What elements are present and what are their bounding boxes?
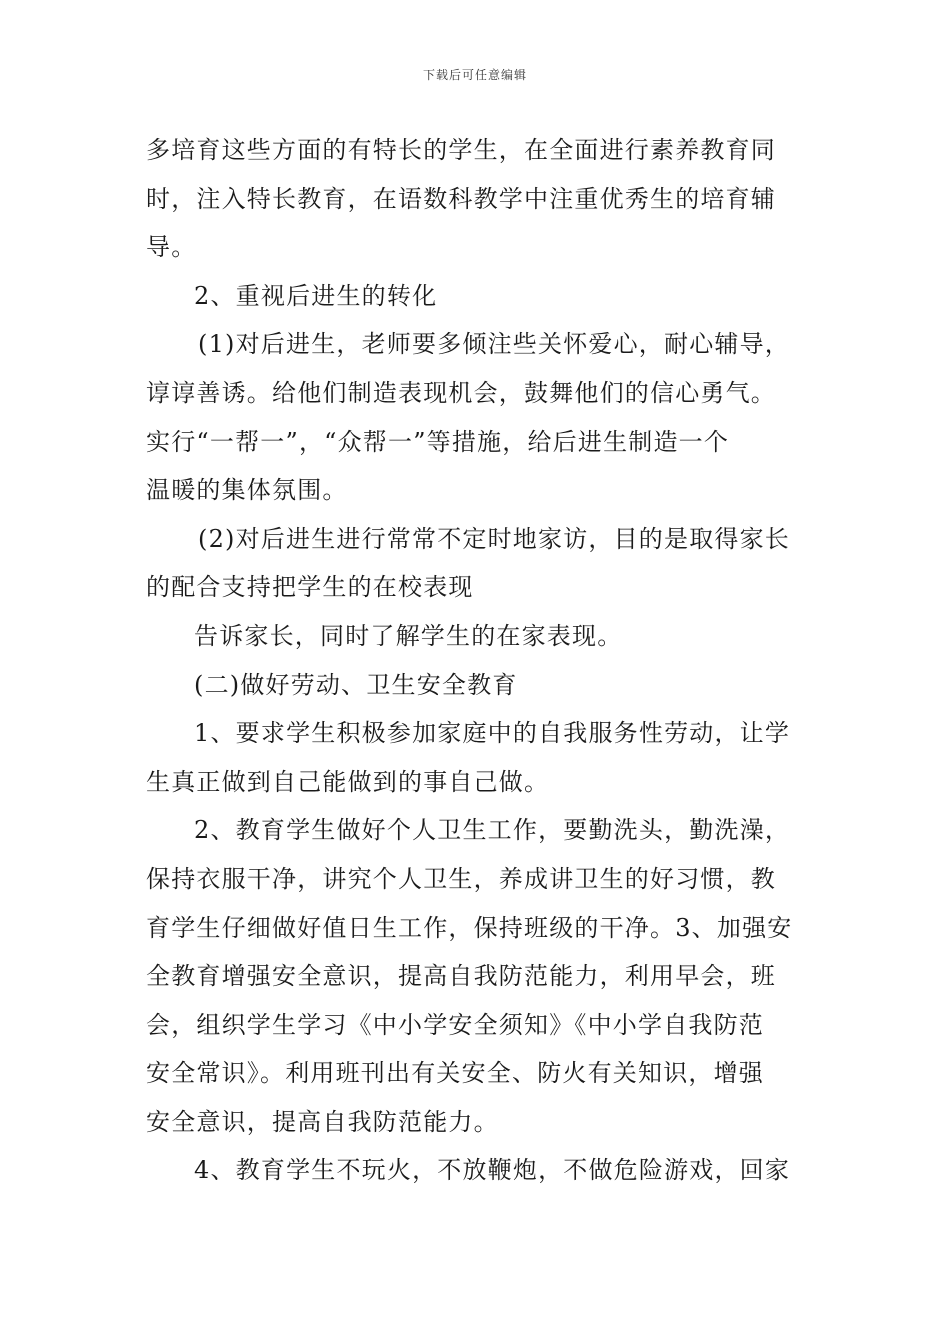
- section-heading: (二)做好劳动、卫生安全教育: [194, 670, 518, 699]
- paragraph-line: 4、教育学生不玩火，不放鞭炮，不做危险游戏，回家: [194, 1156, 791, 1185]
- paragraph-line: 会，组织学生学习《中小学安全须知》《中小学自我防范: [146, 1010, 764, 1039]
- paragraph-line: (1)对后进生，老师要多倾注些关怀爱心，耐心辅导，: [198, 330, 790, 359]
- paragraph-line: (2)对后进生进行常常不定时地家访，目的是取得家长: [198, 524, 790, 553]
- paragraph-line: 安全意识，提高自我防范能力。: [146, 1107, 499, 1136]
- paragraph-line: 安全常识》。利用班刊出有关安全、防火有关知识，增强: [146, 1059, 764, 1088]
- paragraph-line: 时，注入特长教育，在语数科教学中注重优秀生的培育辅: [146, 184, 776, 213]
- page-header: 下载后可任意编辑: [422, 68, 527, 82]
- paragraph-line: 的配合支持把学生的在校表现: [146, 573, 474, 602]
- paragraph-line: 实行“一帮一”，“众帮一”等措施，给后进生制造一个: [146, 427, 730, 456]
- paragraph-line: 导。: [146, 233, 197, 262]
- paragraph-line: 育学生仔细做好值日生工作，保持班级的干净。3、加强安: [146, 913, 793, 942]
- section-heading: 2、重视后进生的转化: [194, 281, 438, 310]
- paragraph-line: 全教育增强安全意识，提高自我防范能力，利用早会，班: [146, 962, 776, 991]
- paragraph-line: 温暖的集体氛围。: [146, 476, 348, 505]
- paragraph-line: 多培育这些方面的有特长的学生，在全面进行素养教育同: [146, 136, 776, 164]
- paragraph-line: 生真正做到自己能做到的事自己做。: [146, 767, 550, 796]
- paragraph-line: 2、教育学生做好个人卫生工作，要勤洗头，勤洗澡，: [194, 816, 791, 845]
- paragraph-line: 谆谆善诱。给他们制造表现机会，鼓舞他们的信心勇气。: [146, 378, 776, 407]
- paragraph-line: 保持衣服干净，讲究个人卫生，养成讲卫生的好习惯，教: [146, 864, 776, 893]
- document-body: [146, 126, 806, 1195]
- paragraph-line: 告诉家长，同时了解学生的在家表现。: [194, 621, 623, 650]
- paragraph-line: 1、要求学生积极参加家庭中的自我服务性劳动，让学: [194, 719, 791, 748]
